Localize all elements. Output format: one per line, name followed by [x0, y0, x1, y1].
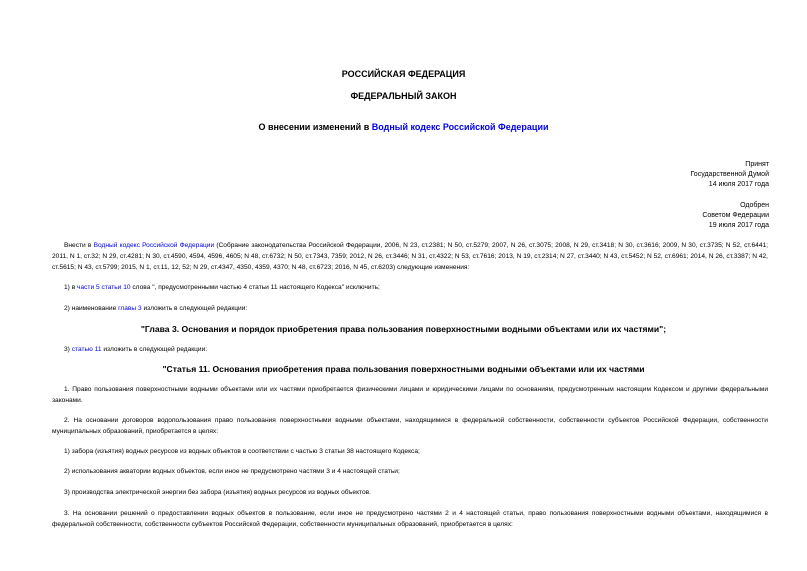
- intro-paragraph: [52, 240, 768, 273]
- intro-text: (Собрание законодательства Российской Федерации, 2006, N 23, ст.2381; N 50, ст.5279; 2007, N 26, ст.3075; 2008, N 29, ст.3418; N 30, ст.3616; 2009, N 30, ст.3735; N 52, ст.6441; 2011, N 1, ст.32; N 29, ст.4281; N 30, ст.4590, 4594, 4596, 4605; N 48, ст.6732; N 50, ст.7343, 7359; 2012, N 26, ст.3446; N 31, ст.4322; N 53, ст.7616; 2013, N 19, ст.2314; N 27, ст.3440; N 43, ст.5452; N 52, ст.6961; 2014, N 26, ст.3387; N 42, ст.5615; N 43, ст.5799; 2015, N 1, ст.11, 12, 52; N 29, ст.4347, 4350, 4359, 4370; N 48, ст.6723; 2016, N 45, ст.6203) следующие изменения:: [52, 242, 769, 271]
- approval-line-3: 19 июля 2017 года: [708, 222, 769, 229]
- item2-link[interactable]: главы 3: [118, 305, 142, 312]
- subpoint-2: 2) использования акватории водных объектов, если иное не предусмотрено частями 3 и 4 настоящей статьи;: [64, 468, 400, 475]
- doc-type-heading: ФЕДЕРАЛЬНЫЙ ЗАКОН: [350, 91, 457, 101]
- item1-text: слова ", предусмотренными частью 4 статьи 11 настоящего Кодекса" исключить;: [130, 284, 380, 291]
- approval-line-1: Одобрен: [740, 202, 769, 209]
- approval-block: [702, 201, 769, 231]
- article-point-1: [52, 384, 768, 406]
- point2-text: 2. На основании договоров водопользования право пользования поверхностными водными объектами, находящимися в федеральной собственности, собственности субъектов Российской Федерации, собственности муниципальных образований, приобретается в целях:: [52, 417, 768, 435]
- intro-water-code-link[interactable]: Водный кодекс Российской Федерации: [93, 242, 215, 249]
- adoption-line-3: 14 июля 2017 года: [708, 181, 769, 188]
- chapter-heading: "Глава 3. Основания и порядок приобретения права пользования поверхностными водными объектами или их частями";: [140, 324, 667, 334]
- item2-prefix: 2) наименование: [64, 305, 119, 312]
- water-code-link[interactable]: Водный кодекс Российской Федерации: [371, 122, 549, 132]
- amendment-item-3: [64, 344, 207, 355]
- subpoint-3: 3) производства электрической энергии без забора (изъятия) водных ресурсов из водных объектов.: [64, 489, 371, 496]
- article-point-3: [52, 508, 768, 530]
- item1-prefix: 1) в: [64, 284, 78, 291]
- intro-prefix: Внести в: [64, 242, 94, 249]
- item3-link[interactable]: статью 11: [71, 346, 102, 353]
- article-point-2: [52, 415, 768, 437]
- country-heading: РОССИЙСКАЯ ФЕДЕРАЦИЯ: [341, 69, 466, 79]
- adoption-line-2: Государственной Думой: [690, 171, 769, 178]
- approval-line-2: Советом Федерации: [702, 212, 769, 219]
- subpoint-1: 1) забора (изъятия) водных ресурсов из водных объектов в соответствии с частью 3 статьи 38 настоящего Кодекса;: [64, 448, 420, 455]
- adoption-block: [690, 160, 769, 190]
- amendment-item-1: [64, 282, 380, 293]
- item2-text: изложить в следующей редакции:: [141, 305, 248, 312]
- item3-text: изложить в следующей редакции:: [101, 346, 208, 353]
- item3-prefix: 3): [64, 346, 72, 353]
- article-heading: "Статья 11. Основания приобретения права пользования поверхностными водными объектами или их частями: [162, 364, 645, 374]
- adoption-line-1: Принят: [745, 161, 769, 168]
- law-title: [0, 122, 807, 132]
- law-title-prefix: О внесении изменений в: [258, 122, 372, 132]
- point3-text: 3. На основании решений о предоставлении водных объектов в пользование, если иное не предусмотрено частями 2 и 4 настоящей статьи, право пользования поверхностными водными объектами, находящимися в федеральной собственности, собственности субъектов Российской Федерации, собственности муниципальных образований, приобретается в целях:: [52, 510, 768, 528]
- point1-text: 1. Право пользования поверхностными водными объектами или их частями приобретается физическими лицами и юридическими лицами по основаниям, предусмотренным настоящим Кодексом и другими федеральными законами.: [52, 386, 768, 404]
- item1-link[interactable]: части 5 статьи 10: [77, 284, 131, 291]
- amendment-item-2: [64, 303, 247, 314]
